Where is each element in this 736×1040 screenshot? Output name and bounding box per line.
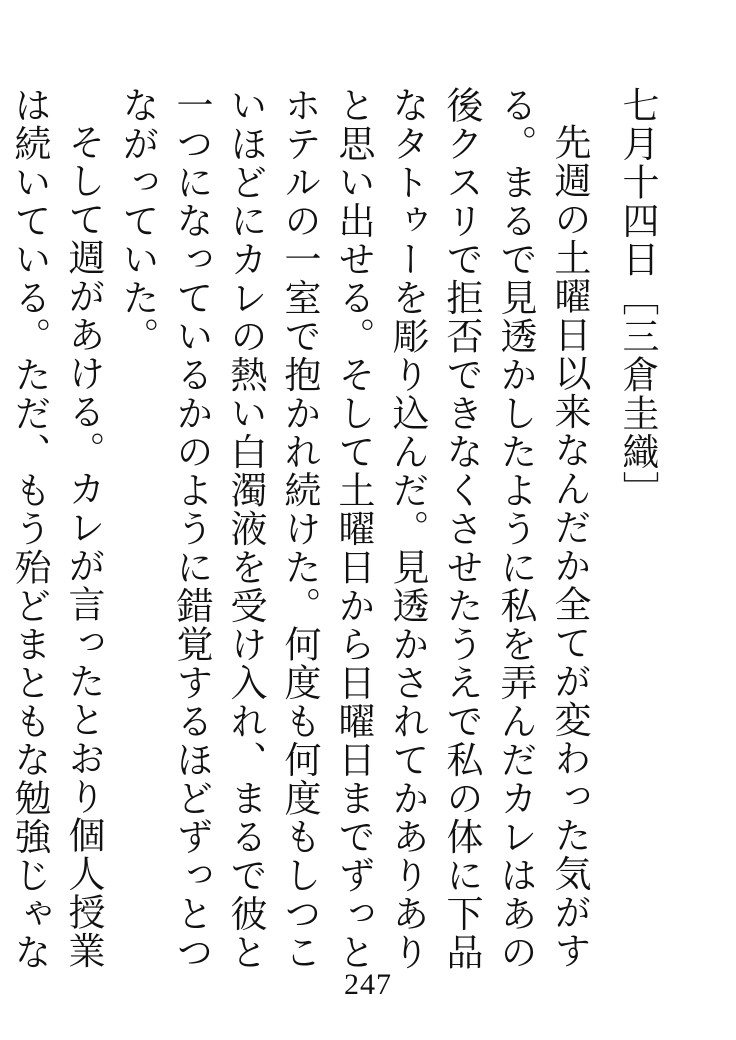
paragraph-2: そして週があける。カレが言ったとおり個人授業は続いている。ただ、もう殆どまともな勉強じゃな [8,86,105,972]
paragraph-1: 先週の土曜日以来なんだか全てが変わった気がする。まるで見透かしたように私を弄んだカレはあの後クスリで拒否できなくさせたうえで私の体に下品なタトゥーを彫り込んだ。見透かされてかありありと思い出せる。そして土曜日から日曜日までずっとホテルの一室で抱かれ続けた。何度も何度もしつこいほどにカレの熱い白濁液を受け入れ、まるで彼と一つになっているかのように錯覚するほどずっとつながっていた。 [116,86,591,972]
vertical-text-body [0,86,664,986]
heading-bracket-open: ［ [616,278,659,317]
page-number: 247 [344,968,392,1001]
heading-bracket-close: ］ [616,471,659,510]
heading-speaker: 三倉圭織 [616,317,659,471]
heading-date: 七月十四日 [616,86,659,279]
diary-heading [610,86,664,986]
